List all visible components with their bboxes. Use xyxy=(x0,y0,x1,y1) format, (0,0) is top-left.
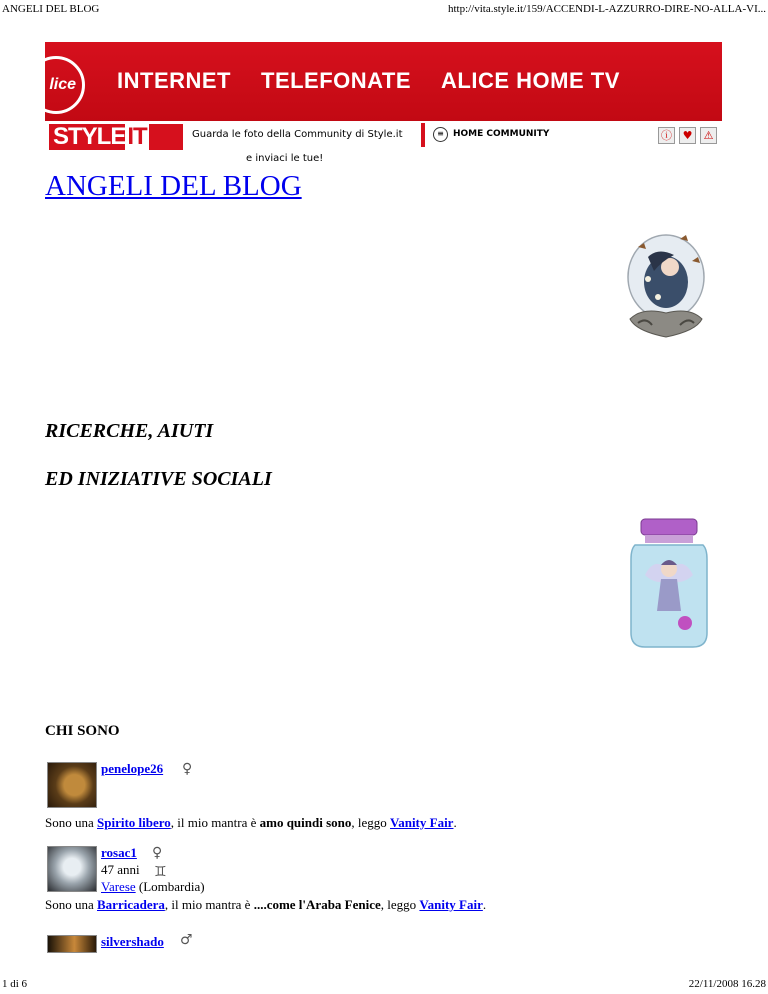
style-logo-suffix: IT xyxy=(127,123,147,150)
age-text: 47 anni xyxy=(101,862,140,877)
speech-bubble-icon: ≡ xyxy=(433,127,448,142)
avatar-rosac1[interactable] xyxy=(47,846,97,892)
profile-text: Sono una xyxy=(45,897,97,912)
chi-sono-heading: CHI SONO xyxy=(45,723,120,739)
angel-snowglobe-image xyxy=(618,227,714,346)
style-logo-main: STYLE xyxy=(53,123,126,150)
mantra-text: amo quindi sono xyxy=(259,815,352,830)
banner-link-telefonate[interactable]: TELEFONATE xyxy=(261,68,412,93)
username-rosac1[interactable]: rosac1 xyxy=(101,845,137,860)
male-icon: ♂ xyxy=(180,932,193,948)
community-promo-line1[interactable]: Guarda le foto della Community di Style.it xyxy=(192,129,403,140)
profile-text: , leggo xyxy=(380,897,420,912)
print-page-number: 1 di 6 xyxy=(2,978,28,990)
profile-text: . xyxy=(482,897,487,912)
banner-link-alice-home-tv[interactable]: ALICE HOME TV xyxy=(441,68,620,93)
username-silvershado[interactable]: silvershado xyxy=(101,934,164,949)
subheading-iniziative: ED INIZIATIVE SOCIALI xyxy=(45,468,272,490)
banner-link-internet[interactable]: INTERNET xyxy=(117,68,231,93)
avatar-silvershado[interactable] xyxy=(47,935,97,953)
fairy-jar-image xyxy=(625,515,713,653)
subheading-ricerche: RICERCHE, AIUTI xyxy=(45,420,214,442)
profile-text: Sono una xyxy=(45,815,97,830)
info-icon[interactable]: ⓘ xyxy=(658,127,675,144)
region-text: (Lombardia) xyxy=(138,879,205,894)
profile-text: , il mio mantra è xyxy=(164,897,254,912)
profile-text: , il mio mantra è xyxy=(170,815,260,830)
mantra-text: ....come l'Araba Fenice xyxy=(253,897,381,912)
type-link-spirito-libero[interactable]: Spirito libero xyxy=(97,815,171,830)
magazine-link-vanity-fair[interactable]: Vanity Fair xyxy=(390,815,454,830)
community-promo-line2[interactable]: e inviaci le tue! xyxy=(246,153,324,164)
gemini-icon: ♊ xyxy=(154,864,167,880)
avatar-penelope26[interactable] xyxy=(47,762,97,808)
type-link-barricadera[interactable]: Barricadera xyxy=(97,897,165,912)
style-it-logo[interactable] xyxy=(49,124,183,150)
female-icon: ♀ xyxy=(182,761,193,777)
username-penelope26[interactable]: penelope26 xyxy=(101,761,164,776)
city-link-varese[interactable]: Varese xyxy=(101,879,136,894)
heart-icon[interactable]: ♥ xyxy=(679,127,696,144)
print-header-url: http://vita.style.it/159/ACCENDI-L-AZZURRO-DIRE-NO-ALLA-VI... xyxy=(447,3,766,15)
profile-description-rosac1 xyxy=(45,897,486,913)
home-community-link[interactable]: HOME COMMUNITY xyxy=(453,129,550,139)
alice-logo: lice xyxy=(45,56,85,114)
female-icon: ♀ xyxy=(152,845,163,861)
profile-text: , leggo xyxy=(351,815,391,830)
profile-text: . xyxy=(453,815,457,830)
location-text xyxy=(101,879,205,895)
magazine-link-vanity-fair[interactable]: Vanity Fair xyxy=(419,897,483,912)
blog-title[interactable]: ANGELI DEL BLOG xyxy=(45,170,302,202)
alice-ad-banner[interactable] xyxy=(45,42,722,121)
print-header-title: ANGELI DEL BLOG xyxy=(2,3,100,15)
warning-icon[interactable]: ⚠ xyxy=(700,127,717,144)
profile-description-penelope26 xyxy=(45,815,457,831)
divider-bar xyxy=(421,123,425,147)
print-timestamp: 22/11/2008 16.28 xyxy=(688,978,766,990)
